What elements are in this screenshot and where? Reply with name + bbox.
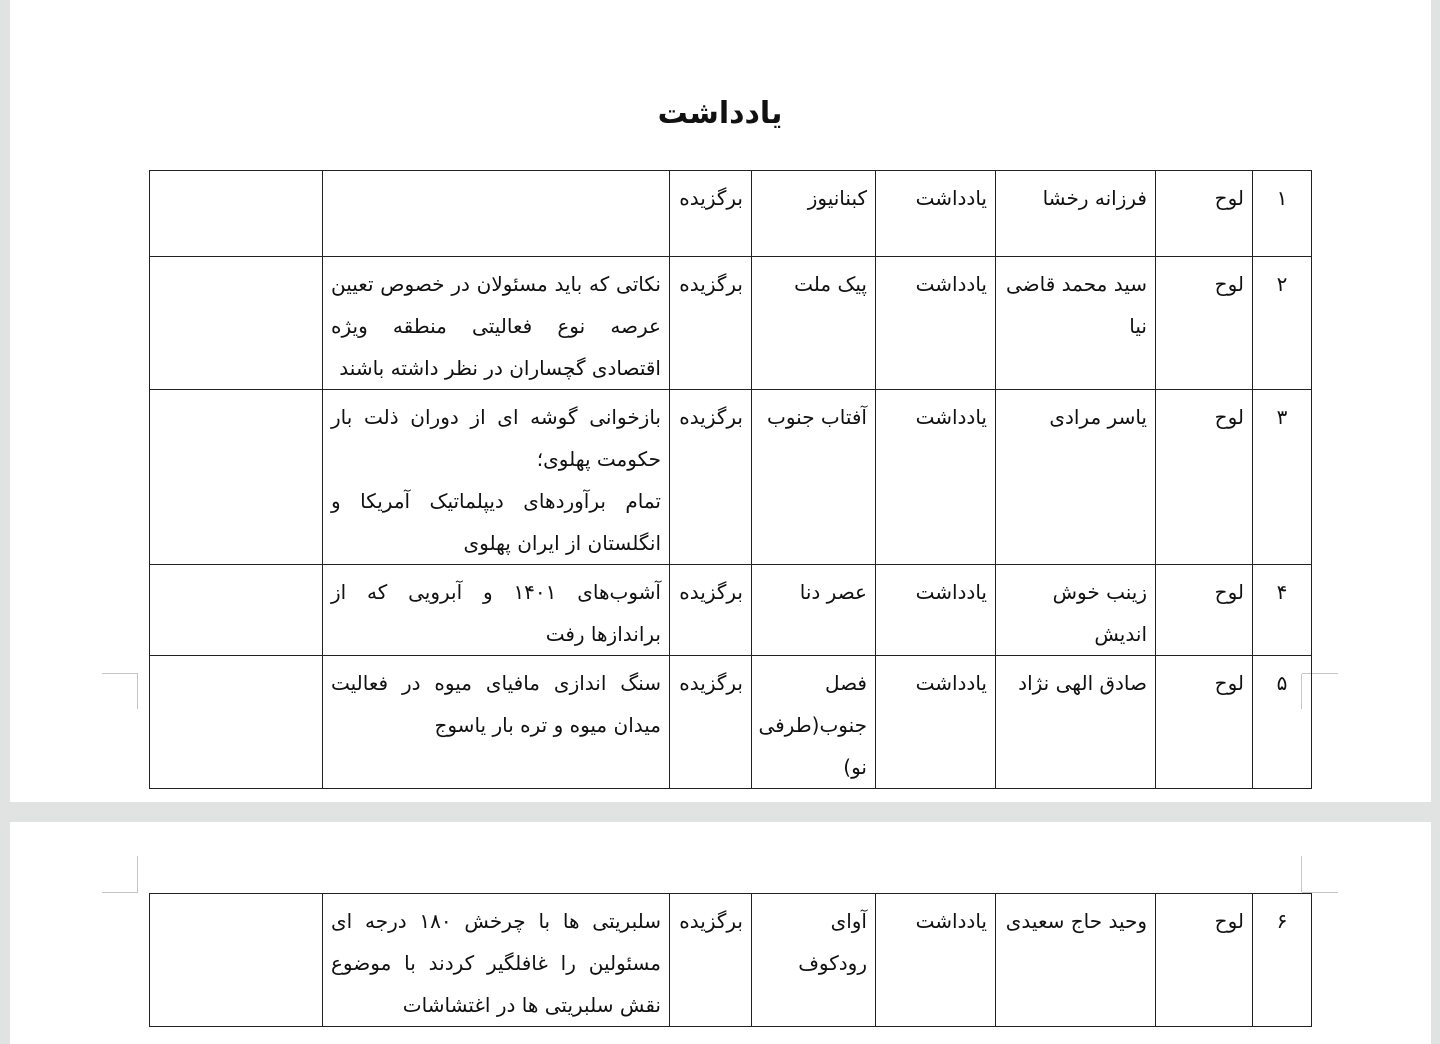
row-category: لوح	[1156, 257, 1253, 390]
page-title: یادداشت	[657, 96, 783, 131]
row-category: لوح	[1156, 656, 1253, 789]
row-extra	[150, 565, 323, 656]
description-line: نکاتی که باید مسئولان در خصوص تعیین عرصه نوع فعالیتی منطقه ویژه اقتصادی گچساران در نظر داشته باشند	[331, 272, 661, 380]
table-row	[150, 257, 1312, 390]
row-number: ۶	[1253, 894, 1312, 1027]
row-category: لوح	[1156, 390, 1253, 565]
row-extra	[150, 390, 323, 565]
row-number: ۲	[1253, 257, 1312, 390]
description-line: سنگ اندازی مافیای میوه در فعالیت میدان میوه و تره بار یاسوج	[331, 671, 661, 737]
description-line: آشوب‌های ۱۴۰۱ و آبرویی که از براندازها رفت	[331, 580, 661, 646]
row-author: فرزانه رخشا	[996, 171, 1156, 257]
row-type: یادداشت	[876, 565, 996, 656]
description-line: تمام برآوردهای دیپلماتیک آمریکا و انگلستان از ایران پهلوی	[331, 489, 661, 555]
row-extra	[150, 171, 323, 257]
row-rank: برگزیده	[670, 565, 752, 656]
row-publication: کبنانیوز	[752, 171, 876, 257]
row-category: لوح	[1156, 894, 1253, 1027]
row-number: ۳	[1253, 390, 1312, 565]
row-extra	[150, 656, 323, 789]
row-category: لوح	[1156, 565, 1253, 656]
row-extra	[150, 257, 323, 390]
table-row	[150, 565, 1312, 656]
row-author: زینب خوش اندیش	[996, 565, 1156, 656]
row-type: یادداشت	[876, 257, 996, 390]
table-row	[150, 894, 1312, 1027]
row-rank: برگزیده	[670, 257, 752, 390]
row-author: وحید حاج سعیدی	[996, 894, 1156, 1027]
row-publication: پیک ملت	[752, 257, 876, 390]
row-rank: برگزیده	[670, 390, 752, 565]
row-rank: برگزیده	[670, 171, 752, 257]
row-type: یادداشت	[876, 390, 996, 565]
table-row	[150, 171, 1312, 257]
row-publication: آوای رودکوف	[752, 894, 876, 1027]
row-description	[323, 565, 670, 656]
row-description	[323, 171, 670, 257]
row-publication: فصل جنوب(طرفی نو)	[752, 656, 876, 789]
awards-table	[149, 170, 1312, 789]
row-rank: برگزیده	[670, 894, 752, 1027]
description-line: بازخوانی گوشه ای از دوران ذلت بار حکومت پهلوی؛	[331, 405, 661, 471]
row-rank: برگزیده	[670, 656, 752, 789]
row-type: یادداشت	[876, 656, 996, 789]
row-number: ۵	[1253, 656, 1312, 789]
table-row	[150, 390, 1312, 565]
row-number: ۴	[1253, 565, 1312, 656]
row-author: سید محمد قاضی نیا	[996, 257, 1156, 390]
row-description	[323, 894, 670, 1027]
margin-corner-mark	[102, 892, 138, 893]
row-type: یادداشت	[876, 171, 996, 257]
margin-corner-mark	[102, 673, 138, 710]
row-description	[323, 390, 670, 565]
row-number: ۱	[1253, 171, 1312, 257]
row-author: صادق الهی نژاد	[996, 656, 1156, 789]
table-row	[150, 656, 1312, 789]
row-publication: آفتاب جنوب	[752, 390, 876, 565]
row-extra	[150, 894, 323, 1027]
margin-corner-mark	[1301, 856, 1302, 892]
margin-corner-mark	[137, 674, 138, 709]
row-description	[323, 257, 670, 390]
row-publication: عصر دنا	[752, 565, 876, 656]
awards-table-continued	[149, 893, 1312, 1027]
row-type: یادداشت	[876, 894, 996, 1027]
row-description	[323, 656, 670, 789]
margin-corner-mark	[137, 856, 138, 892]
row-category: لوح	[1156, 171, 1253, 257]
row-author: یاسر مرادی	[996, 390, 1156, 565]
description-line: سلبریتی ها با چرخش ۱۸۰ درجه ای مسئولین را غافلگیر کردند با موضوع نقش سلبریتی ها در اغتشاشات	[331, 909, 661, 1017]
